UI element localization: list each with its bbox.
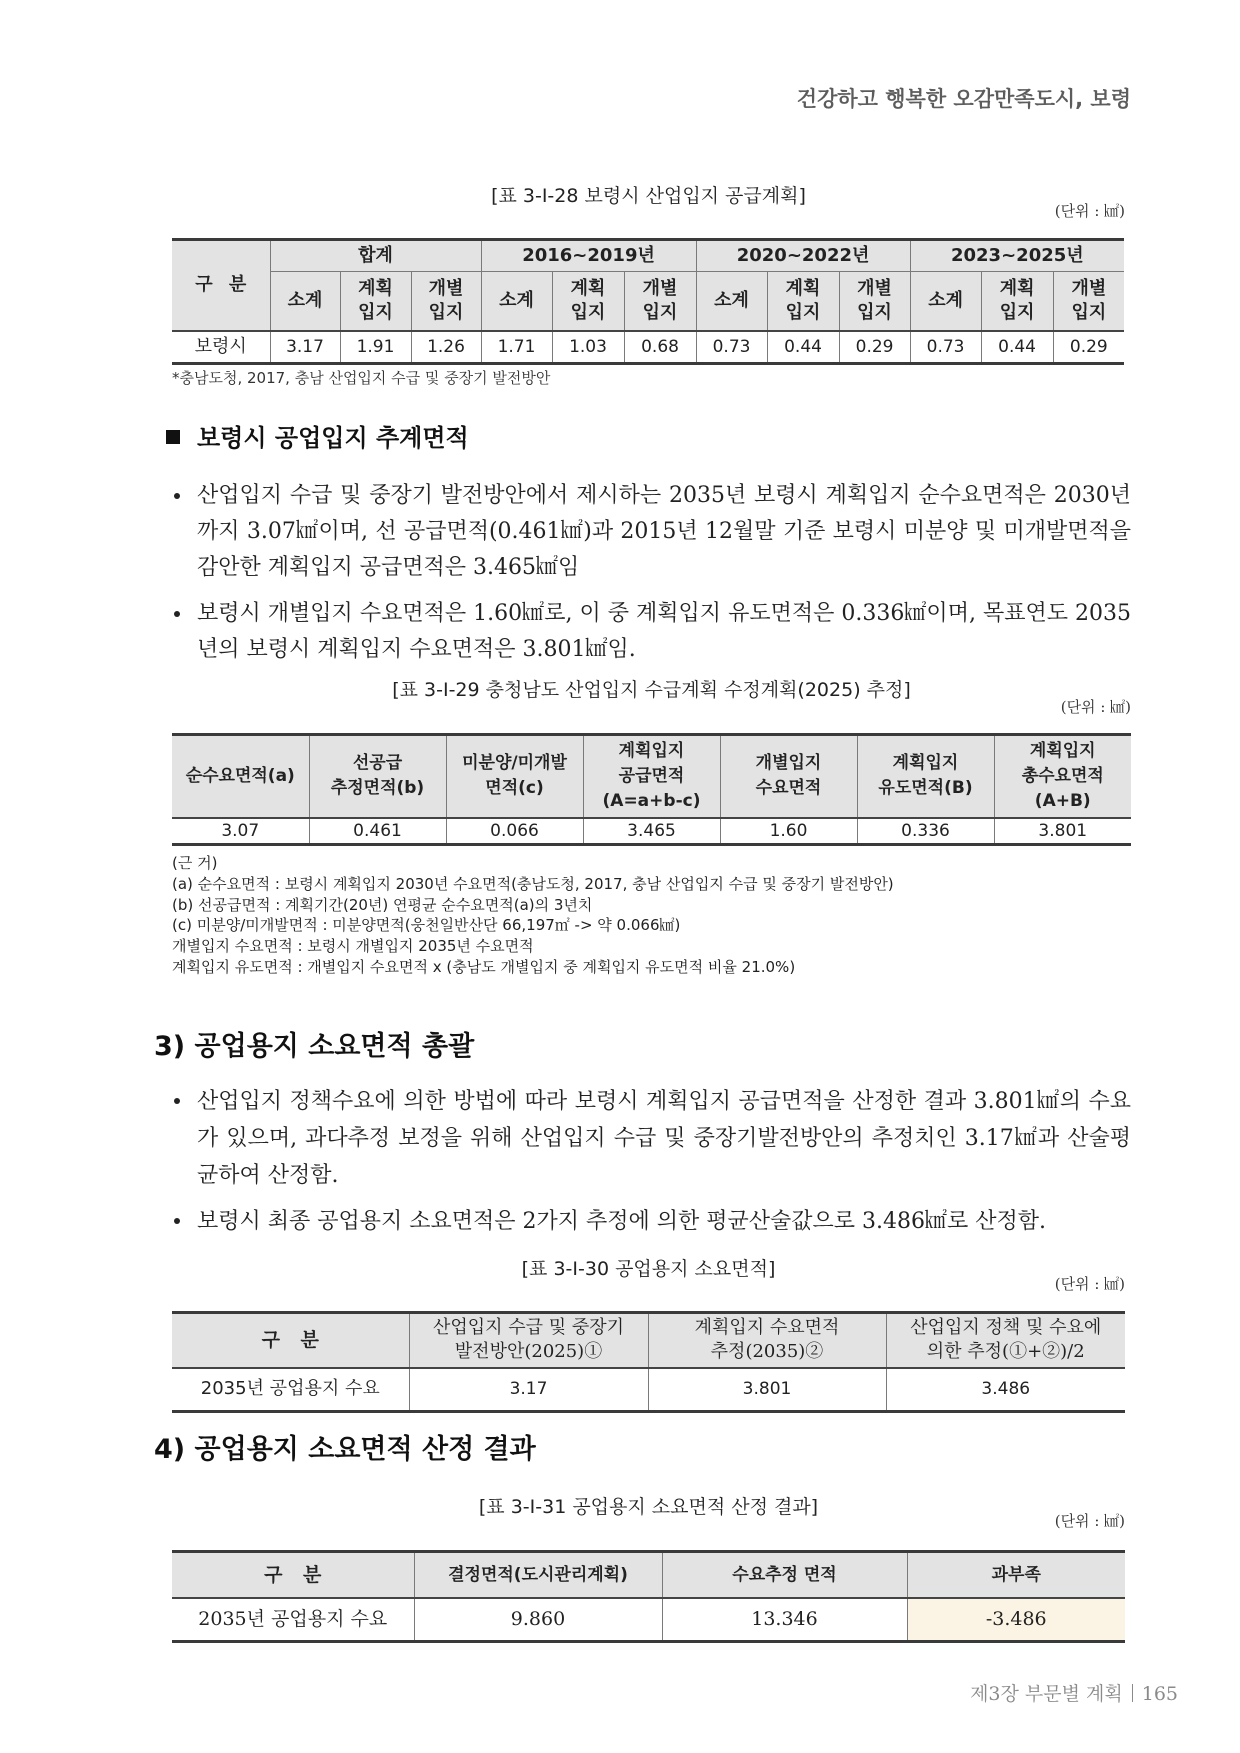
bullet-text: 보령시 최종 공업용지 소요면적은 2가지 추정에 의한 평균산술값으로 3.486㎢로 산정함.	[197, 1209, 1046, 1234]
table-cell: 9.860	[414, 1598, 662, 1642]
subheader-individual: 개별 입지	[1053, 272, 1124, 331]
note-line: (a) 순수요면적 : 보령시 계획입지 2030년 수요면적(충남도청, 2017, 충남 산업입지 수급 및 중장기 발전방안)	[172, 874, 894, 893]
table-30-caption: [표 3-Ⅰ-30 공업용지 소요면적]	[521, 1258, 776, 1280]
table-cell: 3.17	[409, 1368, 648, 1412]
note-line: 계획입지 유도면적 : 개별입지 수요면적 x (충남도 개별입지 중 계획입지 유도면적 비율 21.0%)	[172, 957, 796, 976]
group-header-total: 합계	[270, 240, 481, 272]
subheader-subtotal: 소계	[696, 272, 767, 331]
row-label: 보령시	[172, 331, 270, 364]
group-header-2016-2019: 2016~2019년	[481, 240, 696, 272]
section-heading-total: 3) 공업용지 소요면적 총괄	[154, 1031, 475, 1062]
bullet-item	[172, 1083, 1131, 1194]
table-row	[172, 1368, 1125, 1412]
subheader-planned: 계획 입지	[552, 272, 624, 331]
table-28-unit: (단위 : ㎢)	[1054, 202, 1125, 220]
table-cell: 0.73	[910, 331, 981, 364]
bullet-item	[172, 1203, 1131, 1240]
square-bullet-icon	[166, 430, 180, 444]
header-individual-demand: 개별입지 수요면적	[720, 735, 857, 818]
subheader-subtotal: 소계	[270, 272, 340, 331]
note-line: (c) 미분양/미개발면적 : 미분양면적(웅천일반산단 66,197㎡ -> 약 0.066㎢)	[172, 916, 681, 935]
table-cell: 1.71	[481, 331, 552, 364]
subheader-subtotal: 소계	[481, 272, 552, 331]
note-line: (근 거)	[172, 854, 218, 872]
table-cell: 13.346	[662, 1598, 907, 1642]
table-29-notes	[172, 853, 1131, 978]
section-heading-result: 4) 공업용지 소요면적 산정 결과	[154, 1434, 536, 1465]
industrial-land-requirement-table	[172, 1311, 1125, 1413]
table-31-unit: (단위 : ㎢)	[1054, 1512, 1125, 1530]
header-category: 구 분	[172, 1552, 414, 1598]
subheader-planned: 계획 입지	[767, 272, 839, 331]
header-planned-total-demand: 계획입지 총수요면적 (A+B)	[994, 735, 1131, 818]
table-row	[172, 331, 1124, 364]
table-30-unit: (단위 : ㎢)	[1054, 1275, 1125, 1293]
total-bullet-list	[172, 1083, 1131, 1249]
table-28-caption: [표 3-Ⅰ-28 보령시 산업입지 공급계획]	[491, 185, 806, 207]
table-cell: 3.486	[886, 1368, 1125, 1412]
table-cell: 0.066	[446, 818, 583, 845]
section-heading-estimate	[166, 423, 469, 453]
table-cell: 0.461	[309, 818, 446, 845]
note-line: 개별입지 수요면적 : 보령시 개별입지 2035년 수요면적	[172, 937, 534, 956]
table-cell: 3.801	[994, 818, 1131, 845]
table-28-source: *충남도청, 2017, 충남 산업입지 수급 및 중장기 발전방안	[172, 369, 551, 387]
header-decided-area: 결정면적(도시관리계획)	[414, 1552, 662, 1598]
table-cell: 3.07	[172, 818, 309, 845]
table-cell: 0.73	[696, 331, 767, 364]
table-cell: 0.29	[839, 331, 910, 364]
table-cell: 3.17	[270, 331, 340, 364]
page-number: 165	[1141, 1683, 1178, 1705]
table-cell: 1.03	[552, 331, 624, 364]
header-supply-plan-2025: 산업입지 수급 및 중장기 발전방안(2025)①	[409, 1313, 648, 1368]
row-label: 2035년 공업용지 수요	[172, 1368, 409, 1412]
table-header-row	[172, 1552, 1125, 1598]
table-cell: 1.91	[340, 331, 411, 364]
header-net-demand: 순수요면적(a)	[172, 735, 309, 818]
table-header-row	[172, 735, 1131, 818]
table-subheader-row	[172, 272, 1124, 331]
supply-revision-estimate-table	[172, 733, 1131, 846]
header-unsold-undeveloped: 미분양/미개발 면적(c)	[446, 735, 583, 818]
bullet-dot-icon	[174, 493, 180, 499]
group-header-2023-2025: 2023~2025년	[910, 240, 1124, 272]
table-row	[172, 818, 1131, 845]
table-header-row	[172, 240, 1124, 272]
table-cell: 3.801	[648, 1368, 886, 1412]
header-pre-supply: 선공급 추정면적(b)	[309, 735, 446, 818]
table-29-unit: (단위 : ㎢)	[1060, 698, 1131, 716]
row-header-cell: 구 분	[172, 240, 270, 331]
subheader-individual: 개별 입지	[839, 272, 910, 331]
table-header-row	[172, 1313, 1125, 1368]
header-surplus-shortage: 과부족	[907, 1552, 1125, 1598]
table-cell: 0.336	[857, 818, 994, 845]
table-31-caption: [표 3-Ⅰ-31 공업용지 소요면적 산정 결과]	[478, 1496, 819, 1518]
header-category: 구 분	[172, 1313, 409, 1368]
table-row	[172, 1598, 1125, 1642]
subheader-individual: 개별 입지	[624, 272, 696, 331]
subheader-individual: 개별 입지	[411, 272, 481, 331]
row-label: 2035년 공업용지 수요	[172, 1598, 414, 1642]
bullet-item	[172, 596, 1131, 668]
running-header: 건강하고 행복한 오감만족도시, 보령	[796, 87, 1131, 111]
subheader-subtotal: 소계	[910, 272, 981, 331]
note-line: (b) 선공급면적 : 계획기간(20년) 연평균 순수요면적(a)의 3년치	[172, 895, 593, 914]
table-cell: 0.44	[767, 331, 839, 364]
land-requirement-result-table	[172, 1550, 1125, 1643]
subheader-planned: 계획 입지	[981, 272, 1053, 331]
shortage-cell: -3.486	[907, 1598, 1125, 1642]
header-demand-estimate-2035: 계획입지 수요면적 추정(2035)②	[648, 1313, 886, 1368]
table-cell: 0.29	[1053, 331, 1124, 364]
table-cell: 1.60	[720, 818, 857, 845]
table-cell: 0.44	[981, 331, 1053, 364]
bullet-text: 산업입지 정책수요에 의한 방법에 따라 보령시 계획입지 공급면적을 산정한 결과 3.801㎢의 수요가 있으며, 과다추정 보정을 위해 산업입지 수급 및 중장기발전방안의 추정치인 3.17㎢과 산술평균하여 산정함.	[197, 1089, 1131, 1188]
header-estimated-demand: 수요추정 면적	[662, 1552, 907, 1598]
footer-divider	[1132, 1684, 1133, 1702]
industrial-supply-plan-table	[172, 238, 1124, 365]
header-average-estimate: 산업입지 정책 및 수요에 의한 추정(①+②)/2	[886, 1313, 1125, 1368]
section-heading-text: 보령시 공업입지 추계면적	[197, 424, 469, 452]
table-29-caption: [표 3-Ⅰ-29 충청남도 산업입지 수급계획 수정계획(2025) 추정]	[392, 679, 911, 701]
group-header-2020-2022: 2020~2022년	[696, 240, 910, 272]
bullet-dot-icon	[174, 611, 180, 617]
bullet-dot-icon	[174, 1218, 180, 1224]
page-footer	[970, 1682, 1178, 1706]
bullet-dot-icon	[174, 1098, 180, 1104]
table-cell: 1.26	[411, 331, 481, 364]
bullet-text: 보령시 개별입지 수요면적은 1.60㎢로, 이 중 계획입지 유도면적은 0.336㎢이며, 목표연도 2035년의 보령시 계획입지 수요면적은 3.801㎢임.	[197, 601, 1131, 662]
table-cell: 3.465	[583, 818, 720, 845]
footer-chapter: 제3장 부문별 계획	[970, 1683, 1123, 1705]
bullet-text: 산업입지 수급 및 중장기 발전방안에서 제시하는 2035년 보령시 계획입지 순수요면적은 2030년까지 3.07㎢이며, 선 공급면적(0.461㎢)과 2015년 12월말 기준 보령시 미분양 및 미개발면적을 감안한 계획입지 공급면적은 3.465㎢임	[197, 483, 1131, 580]
subheader-planned: 계획 입지	[340, 272, 411, 331]
estimate-bullet-list	[172, 478, 1131, 678]
header-planned-induced: 계획입지 유도면적(B)	[857, 735, 994, 818]
bullet-item	[172, 478, 1131, 586]
header-planned-supply: 계획입지 공급면적 (A=a+b-c)	[583, 735, 720, 818]
table-cell: 0.68	[624, 331, 696, 364]
